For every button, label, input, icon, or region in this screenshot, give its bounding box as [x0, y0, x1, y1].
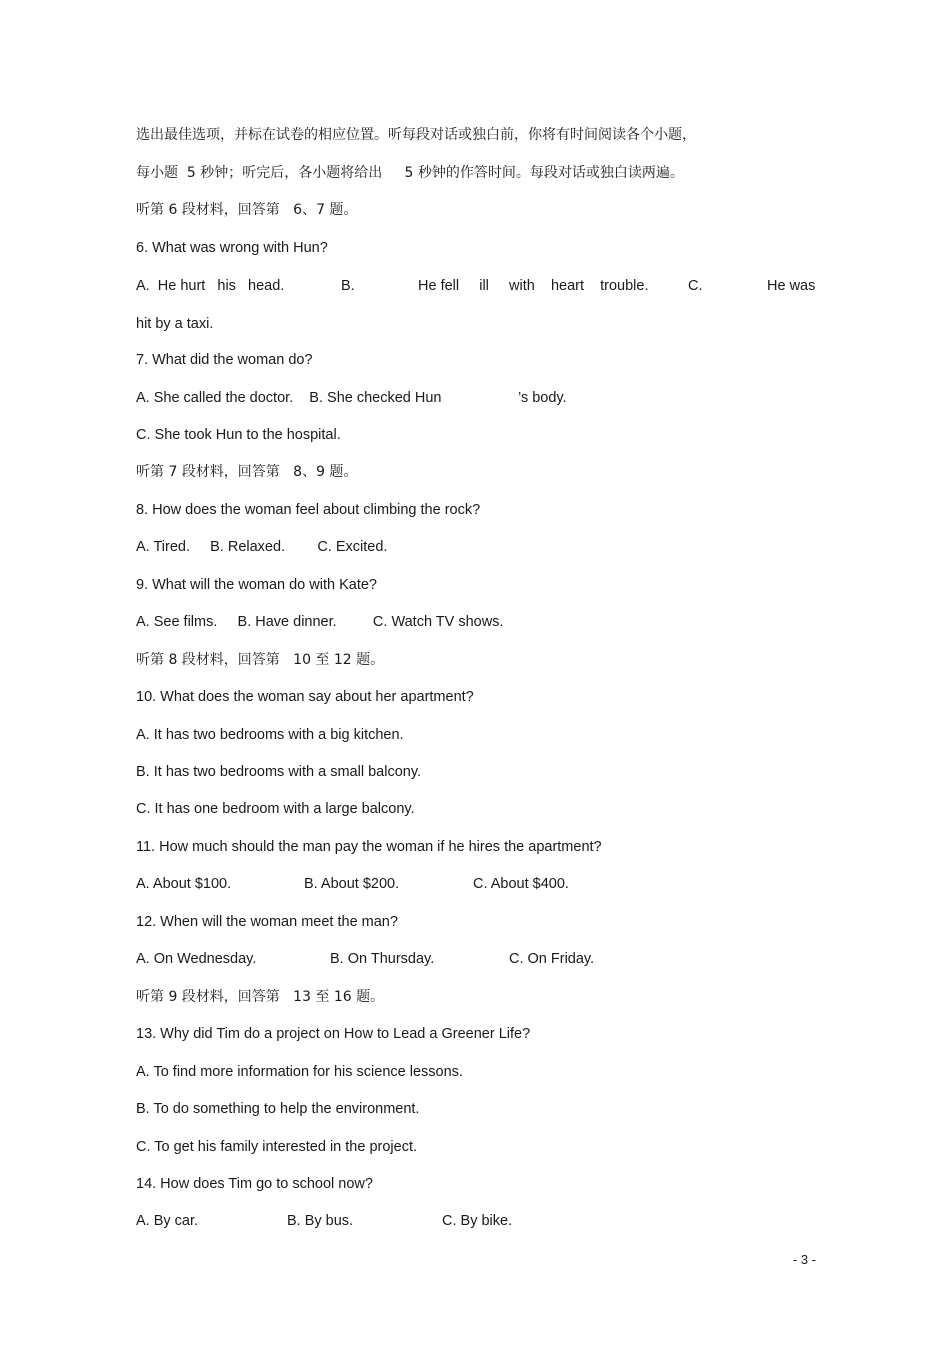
question-7-options-ab: A. She called the doctor. B. She checked Hun: [136, 390, 442, 406]
question-13-option-c: C. To get his family interested in the project.: [136, 1139, 418, 1155]
section-9-heading: 听第 9 段材料，回答第 13 至 16 题。: [136, 989, 385, 1005]
question-13-option-b: B. To do something to help the environment.: [136, 1101, 420, 1117]
question-10: 10. What does the woman say about her apartment?: [136, 689, 474, 705]
question-14: 14. How does Tim go to school now?: [136, 1176, 373, 1192]
question-11-option-b: B. About $200.: [304, 876, 400, 892]
question-6-option-c-continued: hit by a taxi.: [136, 316, 214, 332]
question-10-option-a: A. It has two bedrooms with a big kitchen.: [136, 727, 404, 743]
question-9-options: A. See films. B. Have dinner. C. Watch TV shows.: [136, 614, 504, 630]
question-8-options: A. Tired. B. Relaxed. C. Excited.: [136, 539, 388, 555]
question-13-option-a: A. To find more information for his science lessons.: [136, 1064, 463, 1080]
question-7-option-c: C. She took Hun to the hospital.: [136, 427, 341, 443]
question-10-option-c: C. It has one bedroom with a large balcony.: [136, 801, 415, 817]
intro-line-1: 选出最佳选项，并标在试卷的相应位置。听每段对话或独白前，你将有时间阅读各个小题，: [136, 127, 696, 143]
intro-line-2: 每小题 5 秒钟；听完后，各小题将给出 5 秒钟的作答时间。每段对话或独白读两遍。: [136, 165, 684, 181]
question-12-option-b: B. On Thursday.: [330, 951, 435, 967]
question-6-option-b-letter: B.: [341, 278, 355, 294]
question-14-option-c: C. By bike.: [442, 1213, 513, 1229]
question-14-option-a: A. By car.: [136, 1213, 199, 1229]
question-8: 8. How does the woman feel about climbing the rock?: [136, 502, 481, 518]
section-8-heading: 听第 8 段材料，回答第 10 至 12 题。: [136, 652, 385, 668]
question-12: 12. When will the woman meet the man?: [136, 914, 398, 930]
question-7: 7. What did the woman do?: [136, 352, 313, 368]
page-number: - 3 -: [792, 1252, 816, 1267]
question-11: 11. How much should the man pay the woman if he hires the apartment?: [136, 839, 602, 855]
question-11-option-a: A. About $100.: [136, 876, 232, 892]
question-6-option-c-letter: C.: [688, 278, 703, 294]
section-7-heading: 听第 7 段材料，回答第 8、9 题。: [136, 464, 358, 480]
question-11-option-c: C. About $400.: [473, 876, 569, 892]
question-9: 9. What will the woman do with Kate?: [136, 577, 377, 593]
question-12-option-c: C. On Friday.: [509, 951, 595, 967]
question-7-option-b-end: ’s body.: [518, 390, 567, 406]
question-12-option-a: A. On Wednesday.: [136, 951, 257, 967]
question-13: 13. Why did Tim do a project on How to Lead a Greener Life?: [136, 1026, 531, 1042]
question-6: 6. What was wrong with Hun?: [136, 240, 328, 256]
question-6-option-c-text: He was: [767, 278, 816, 294]
question-6-option-a: A. He hurt his head.: [136, 278, 285, 294]
section-6-heading: 听第 6 段材料，回答第 6、7 题。: [136, 202, 358, 218]
question-6-option-b-text: He fell ill with heart trouble.: [418, 278, 649, 294]
question-10-option-b: B. It has two bedrooms with a small balcony.: [136, 764, 422, 780]
question-14-option-b: B. By bus.: [287, 1213, 354, 1229]
